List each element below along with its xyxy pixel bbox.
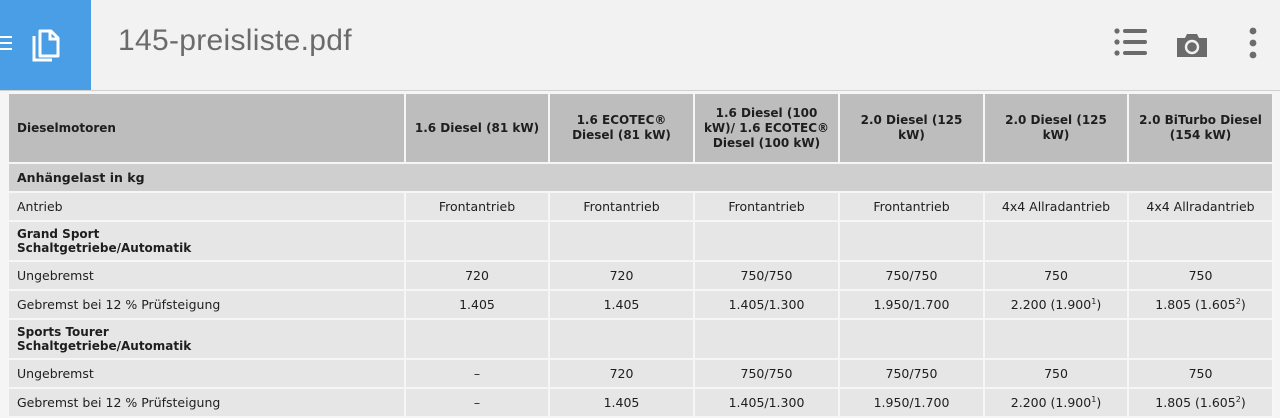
- row-label: Gebremst bei 12 % Prüfsteigung: [8, 388, 405, 417]
- cell: 1.805 (1.605$^2$): [1128, 388, 1273, 417]
- header-col: 1.6 ECOTEC® Diesel (81 kW): [549, 93, 694, 163]
- cell: 1.950/1.700: [839, 290, 984, 319]
- row-label: Antrieb: [8, 192, 405, 221]
- section-row: [8, 163, 1273, 192]
- cell: 1.405: [405, 290, 549, 319]
- cell: 750: [984, 359, 1128, 388]
- cell: 750/750: [694, 359, 839, 388]
- table-row: [8, 290, 1273, 319]
- towing-capacity-table: [7, 92, 1274, 418]
- app-toolbar: [0, 0, 1280, 91]
- cell: 750/750: [839, 261, 984, 290]
- document-title: 145-preisliste.pdf: [118, 24, 352, 57]
- nav-drawer-button[interactable]: [0, 0, 91, 90]
- cell: –: [405, 388, 549, 417]
- pdf-page: [7, 92, 1272, 409]
- row-label: Gebremst bei 12 % Prüfsteigung: [8, 290, 405, 319]
- cell: 750: [984, 261, 1128, 290]
- cell: 750: [1128, 261, 1273, 290]
- hamburger-menu-icon: [0, 36, 12, 52]
- cell: 1.950/1.700: [839, 388, 984, 417]
- cell: 720: [405, 261, 549, 290]
- group-title: Sports Tourer Schaltgetriebe/Automatik: [8, 319, 405, 359]
- group-row: [8, 221, 1273, 261]
- list-icon[interactable]: [1114, 26, 1148, 58]
- documents-icon: [30, 28, 62, 64]
- header-col: 1.6 Diesel (100 kW)/ 1.6 ECOTEC® Diesel (100 kW): [694, 93, 839, 163]
- header-label: Dieselmotoren: [8, 93, 405, 163]
- cell: 4x4 Allradantrieb: [1128, 192, 1273, 221]
- more-vertical-icon[interactable]: [1248, 26, 1258, 60]
- section-title: Anhängelast in kg: [8, 163, 1273, 192]
- header-col: 2.0 BiTurbo Diesel (154 kW): [1128, 93, 1273, 163]
- cell: Frontantrieb: [694, 192, 839, 221]
- header-col: 1.6 Diesel (81 kW): [405, 93, 549, 163]
- header-col: 2.0 Diesel (125 kW): [839, 93, 984, 163]
- row-label: Ungebremst: [8, 261, 405, 290]
- header-col: 2.0 Diesel (125 kW): [984, 93, 1128, 163]
- cell: 750: [1128, 359, 1273, 388]
- cell: 1.405/1.300: [694, 290, 839, 319]
- group-title: Grand Sport Schaltgetriebe/Automatik: [8, 221, 405, 261]
- table-row: [8, 388, 1273, 417]
- table-row: [8, 261, 1273, 290]
- table-row: [8, 359, 1273, 388]
- camera-icon[interactable]: [1176, 32, 1208, 58]
- cell: –: [405, 359, 549, 388]
- cell: 4x4 Allradantrieb: [984, 192, 1128, 221]
- row-label: Ungebremst: [8, 359, 405, 388]
- cell: 1.405: [549, 290, 694, 319]
- cell: Frontantrieb: [405, 192, 549, 221]
- cell: 750/750: [694, 261, 839, 290]
- table-header-row: [8, 93, 1273, 163]
- cell: 1.805 (1.605$^2$): [1128, 290, 1273, 319]
- cell: 720: [549, 359, 694, 388]
- cell: 1.405: [549, 388, 694, 417]
- cell: 2.200 (1.900$^1$): [984, 388, 1128, 417]
- table-row: [8, 192, 1273, 221]
- cell: 2.200 (1.900$^1$): [984, 290, 1128, 319]
- cell: 720: [549, 261, 694, 290]
- cell: 1.405/1.300: [694, 388, 839, 417]
- cell: Frontantrieb: [549, 192, 694, 221]
- cell: 750/750: [839, 359, 984, 388]
- cell: Frontantrieb: [839, 192, 984, 221]
- group-row: [8, 319, 1273, 359]
